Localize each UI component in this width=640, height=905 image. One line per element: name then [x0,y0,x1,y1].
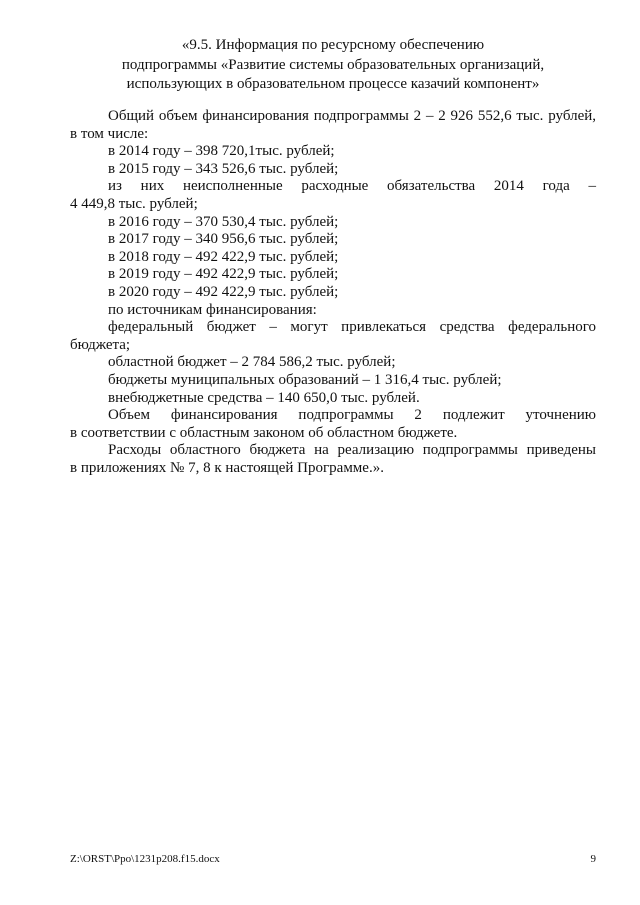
body-text [70,108,596,477]
funding-sources-intro: по источникам финансирования: [108,301,317,318]
heading-line-1: «9.5. Информация по ресурсному обеспечению [181,37,485,53]
unfulfilled-obligations-line-2: 4 449,8 тыс. рублей; [70,195,198,212]
clarification-line-1: Объем финансирования подпрограммы 2 подлежит уточнению [108,407,596,424]
section-heading [70,36,596,95]
regional-budget-item: областной бюджет – 2 784 586,2 тыс. рублей; [108,354,396,371]
federal-budget-line-1: федеральный бюджет – могут привлекаться средства федерального [108,319,596,336]
total-financing-line-1: Общий объем финансирования подпрограммы 2 – 2 926 552,6 тыс. рублей, [108,108,596,124]
year-2020-item: в 2020 году – 492 422,9 тыс. рублей; [108,283,339,300]
page-number: 9 [590,853,596,865]
appendix-reference-line-1: Расходы областного бюджета на реализацию подпрограммы приведены [108,442,596,459]
clarification-line-2: в соответствии с областным законом об областном бюджете. [70,424,458,441]
year-2018-item: в 2018 году – 492 422,9 тыс. рублей; [108,248,339,265]
year-2019-item: в 2019 году – 492 422,9 тыс. рублей; [108,266,339,283]
municipal-budget-item: бюджеты муниципальных образований – 1 316,4 тыс. рублей; [108,371,502,388]
year-2015-item: в 2015 году – 343 526,6 тыс. рублей; [108,160,339,177]
year-2014-item: в 2014 году – 398 720,1тыс. рублей; [108,143,335,160]
footer-file-path: Z:\ORST\Ppo\1231p208.f15.docx [70,853,220,865]
year-2016-item: в 2016 году – 370 530,4 тыс. рублей; [108,213,339,230]
extrabudgetary-item: внебюджетные средства – 140 650,0 тыс. рублей. [108,389,420,406]
year-2017-item: в 2017 году – 340 956,6 тыс. рублей; [108,231,339,248]
heading-line-3: использующих в образовательном процессе казачий компонент» [126,76,540,92]
heading-line-2: подпрограммы «Развитие системы образовательных организаций, [121,56,545,73]
appendix-reference-line-2: в приложениях № 7, 8 к настоящей Программе.». [70,459,384,476]
unfulfilled-obligations-line-1: из них неисполненные расходные обязательства 2014 года – [108,178,596,195]
federal-budget-line-2: бюджета; [70,336,131,353]
total-financing-line-2: в том числе: [70,125,149,142]
